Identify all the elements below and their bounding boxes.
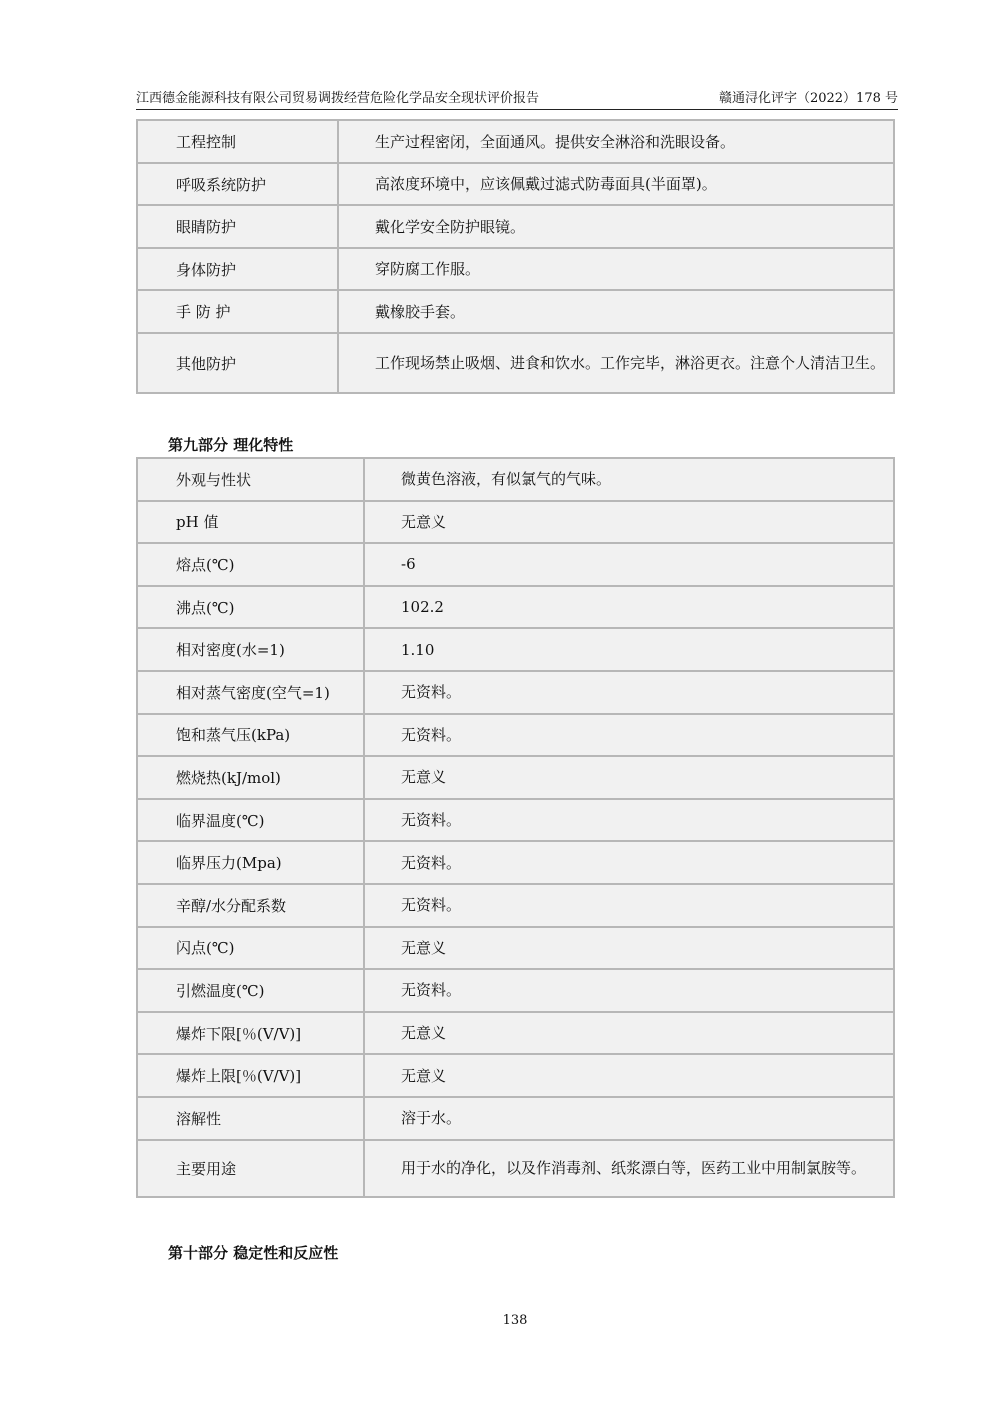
- table-row: [137, 1054, 894, 1097]
- row-value: 1.10: [364, 628, 894, 671]
- table-row: [137, 927, 894, 970]
- row-value: 无资料。: [364, 714, 894, 757]
- row-key: 其他防护: [137, 333, 338, 393]
- table-row: [137, 884, 894, 927]
- row-value: -6: [364, 543, 894, 586]
- header-report-number: 赣通浔化评字（2022）178 号: [718, 91, 898, 106]
- table-row: [137, 120, 894, 163]
- table-row: [137, 1012, 894, 1055]
- row-key: 主要用途: [137, 1140, 364, 1197]
- row-value: 溶于水。: [364, 1097, 894, 1140]
- table-row: [137, 671, 894, 714]
- row-value: 无资料。: [364, 841, 894, 884]
- row-value: 生产过程密闭，全面通风。提供安全淋浴和洗眼设备。: [338, 120, 894, 163]
- row-key: 临界温度(℃): [137, 799, 364, 842]
- table-row: [137, 841, 894, 884]
- row-key: 呼吸系统防护: [137, 163, 338, 205]
- row-value: 无意义: [364, 1054, 894, 1097]
- table-row: [137, 458, 894, 501]
- row-key: 手 防 护: [137, 290, 338, 333]
- row-value: 无意义: [364, 756, 894, 799]
- row-key: 熔点(℃): [137, 543, 364, 586]
- row-value: 无意义: [364, 501, 894, 544]
- row-value: 戴化学安全防护眼镜。: [338, 205, 894, 248]
- row-key: 沸点(℃): [137, 586, 364, 629]
- row-value: 微黄色溶液，有似氯气的气味。: [364, 458, 894, 501]
- table-row: [137, 628, 894, 671]
- row-key: 临界压力(Mpa): [137, 841, 364, 884]
- table-row: [137, 799, 894, 842]
- row-key: 燃烧热(kJ/mol): [137, 756, 364, 799]
- row-value: 高浓度环境中，应该佩戴过滤式防毒面具(半面罩)。: [338, 163, 894, 205]
- table-row: [137, 333, 894, 393]
- row-key: 身体防护: [137, 248, 338, 290]
- row-key: 饱和蒸气压(kPa): [137, 714, 364, 757]
- row-value: 无资料。: [364, 799, 894, 842]
- page-number: 138: [502, 1313, 528, 1328]
- table-row: [137, 163, 894, 205]
- table-row: [137, 756, 894, 799]
- row-key: 爆炸上限[％(V/V)]: [137, 1054, 364, 1097]
- row-key: 闪点(℃): [137, 927, 364, 970]
- section-title-physical-chemical: 第九部分 理化特性: [168, 436, 294, 454]
- table-row: [137, 248, 894, 290]
- row-key: 眼睛防护: [137, 205, 338, 248]
- row-key: 引燃温度(℃): [137, 969, 364, 1012]
- row-key: 相对蒸气密度(空气=1): [137, 671, 364, 714]
- row-key: 外观与性状: [137, 458, 364, 501]
- row-key: pH 值: [137, 501, 364, 544]
- row-value: 无意义: [364, 927, 894, 970]
- table-row: [137, 501, 894, 544]
- row-value: 无意义: [364, 1012, 894, 1055]
- row-value: 无资料。: [364, 969, 894, 1012]
- section-title-stability-reactivity: 第十部分 稳定性和反应性: [168, 1244, 339, 1262]
- row-value: 戴橡胶手套。: [338, 290, 894, 333]
- row-value: 穿防腐工作服。: [338, 248, 894, 290]
- row-key: 爆炸下限[％(V/V)]: [137, 1012, 364, 1055]
- table-row: [137, 586, 894, 629]
- row-value: 102.2: [364, 586, 894, 629]
- table-row: [137, 205, 894, 248]
- row-value: 无资料。: [364, 884, 894, 927]
- table-row: [137, 1140, 894, 1197]
- header-report-title: 江西德金能源科技有限公司贸易调拨经营危险化学品安全现状评价报告: [136, 91, 540, 106]
- row-key: 工程控制: [137, 120, 338, 163]
- row-value: 工作现场禁止吸烟、进食和饮水。工作完毕，淋浴更衣。注意个人清洁卫生。: [338, 333, 894, 393]
- row-key: 溶解性: [137, 1097, 364, 1140]
- row-key: 辛醇/水分配系数: [137, 884, 364, 927]
- row-key: 相对密度(水=1): [137, 628, 364, 671]
- table-row: [137, 543, 894, 586]
- table-row: [137, 714, 894, 757]
- protection-table: [136, 119, 895, 394]
- table-row: [137, 969, 894, 1012]
- properties-table: [136, 457, 895, 1198]
- row-value: 无资料。: [364, 671, 894, 714]
- page-header: [136, 86, 898, 110]
- row-value: 用于水的净化，以及作消毒剂、纸浆漂白等，医药工业中用制氯胺等。: [364, 1140, 894, 1197]
- table-row: [137, 290, 894, 333]
- table-row: [137, 1097, 894, 1140]
